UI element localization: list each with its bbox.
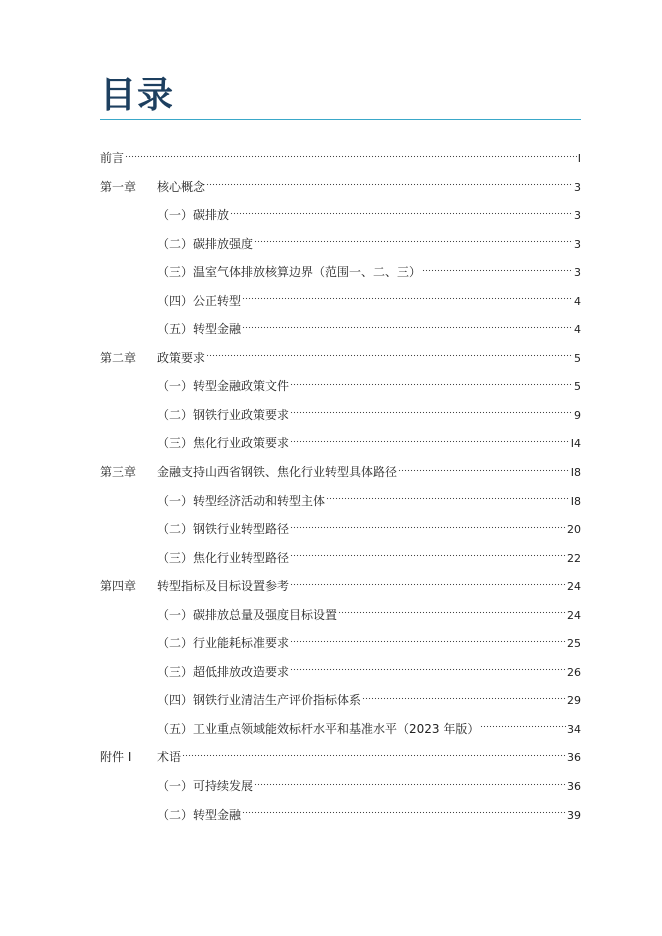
toc-entry-label: （二）钢铁行业转型路径: [157, 522, 290, 537]
toc-entry-label: （一）可持续发展: [157, 779, 254, 794]
toc-page-number: 20: [567, 523, 581, 537]
toc-entry[interactable]: [100, 376, 581, 405]
toc-page-number: 39: [567, 808, 581, 822]
toc-dot-leader: [290, 524, 566, 530]
toc-dot-leader: [290, 410, 573, 416]
toc-page-number: 3: [574, 237, 581, 251]
toc-dot-leader: [290, 638, 566, 644]
toc-entry-label: （三）焦化行业政策要求: [157, 436, 290, 451]
toc-page-number: 4: [574, 323, 581, 337]
toc-entry-label: （一）转型经济活动和转型主体: [157, 493, 326, 508]
toc-page-number: 22: [567, 551, 581, 565]
toc-entry[interactable]: [100, 519, 581, 548]
toc-page-number: 25: [567, 637, 581, 651]
toc-page-number: 3: [574, 209, 581, 223]
toc-entry[interactable]: [100, 433, 581, 462]
toc-entry-label: （一）转型金融政策文件: [157, 379, 290, 394]
toc-entry[interactable]: [100, 319, 581, 348]
toc-entry[interactable]: [100, 633, 581, 662]
toc-entry[interactable]: [100, 348, 581, 377]
toc-entry-label: 政策要求: [157, 350, 206, 365]
toc-entry[interactable]: [100, 234, 581, 263]
toc-dot-leader: [242, 296, 573, 302]
toc-entry[interactable]: [100, 148, 581, 177]
toc-page-number: I8: [570, 466, 581, 480]
toc-entry[interactable]: [100, 177, 581, 206]
toc-page-number: 29: [567, 694, 581, 708]
toc-page-number: 3: [574, 180, 581, 194]
toc-entry-label: （五）工业重点领域能效标杆水平和基准水平（2023 年版）: [157, 721, 480, 736]
toc-page-number: 34: [567, 722, 581, 736]
toc-entry[interactable]: [100, 548, 581, 577]
toc-entry-label: （一）碳排放: [157, 208, 230, 223]
toc-dot-leader: [338, 610, 566, 616]
toc-entry-label: （二）转型金融: [157, 807, 242, 822]
toc-dot-leader: [254, 781, 566, 787]
toc-chapter-number: 第三章: [100, 465, 137, 480]
toc-entry[interactable]: [100, 205, 581, 234]
toc-dot-leader: [182, 752, 566, 758]
toc-entry[interactable]: [100, 605, 581, 634]
toc-dot-leader: [290, 381, 573, 387]
toc-entry-label: （二）碳排放强度: [157, 236, 254, 251]
toc-entry[interactable]: [100, 491, 581, 520]
toc-dot-leader: [326, 496, 570, 502]
toc-entry-label: 金融支持山西省钢铁、焦化行业转型具体路径: [157, 465, 398, 480]
toc-entry-label: 核心概念: [157, 179, 206, 194]
toc-dot-leader: [362, 695, 566, 701]
toc-entry[interactable]: [100, 462, 581, 491]
toc-dot-leader: [480, 724, 566, 730]
toc-entry-label: 前言: [100, 151, 125, 165]
toc-chapter-number: 附件 I: [100, 750, 132, 765]
toc-dot-leader: [125, 153, 577, 159]
toc-page-number: 26: [567, 665, 581, 679]
toc-entry[interactable]: [100, 291, 581, 320]
toc-entry-label: （二）钢铁行业政策要求: [157, 407, 290, 422]
toc-page-number: 5: [574, 351, 581, 365]
toc-entry[interactable]: [100, 405, 581, 434]
toc-entry-label: （四）公正转型: [157, 293, 242, 308]
toc-entry[interactable]: [100, 662, 581, 691]
toc-dot-leader: [290, 438, 570, 444]
toc-page-number: 36: [567, 780, 581, 794]
title-divider: [100, 119, 581, 120]
toc-entry-label: 术语: [157, 750, 182, 765]
toc-page-number: 36: [567, 751, 581, 765]
toc-page-number: I8: [570, 494, 581, 508]
toc-entry[interactable]: [100, 262, 581, 291]
toc-entry-label: （一）碳排放总量及强度目标设置: [157, 607, 338, 622]
toc-page-number: 24: [567, 580, 581, 594]
toc-dot-leader: [230, 210, 573, 216]
toc-page-number: 9: [574, 408, 581, 422]
toc-dot-leader: [242, 324, 573, 330]
toc-entry[interactable]: [100, 805, 581, 834]
toc-entry-label: 转型指标及目标设置参考: [157, 579, 290, 594]
toc-chapter-number: 第二章: [100, 350, 137, 365]
toc-dot-leader: [422, 267, 573, 273]
toc-dot-leader: [254, 239, 573, 245]
toc-entry[interactable]: [100, 747, 581, 776]
toc-entry[interactable]: [100, 576, 581, 605]
toc-dot-leader: [290, 581, 566, 587]
toc-page-number: 24: [567, 608, 581, 622]
toc-dot-leader: [206, 182, 573, 188]
toc-page-number: I4: [570, 437, 581, 451]
page-title: 目录: [100, 75, 175, 116]
toc-page-number: 4: [574, 294, 581, 308]
toc-dot-leader: [290, 553, 566, 559]
toc-entry[interactable]: [100, 719, 581, 748]
toc-dot-leader: [206, 353, 573, 359]
toc-dot-leader: [290, 667, 566, 673]
toc-entry-label: （五）转型金融: [157, 322, 242, 337]
toc-page-number: 5: [574, 380, 581, 394]
toc-entry[interactable]: [100, 690, 581, 719]
toc-chapter-number: 第一章: [100, 179, 137, 194]
toc-dot-leader: [242, 810, 566, 816]
toc-entry[interactable]: [100, 776, 581, 805]
toc-entry-label: （三）焦化行业转型路径: [157, 550, 290, 565]
toc-chapter-number: 第四章: [100, 579, 137, 594]
table-of-contents: [100, 148, 581, 833]
toc-dot-leader: [398, 467, 570, 473]
toc-entry-label: （三）超低排放改造要求: [157, 664, 290, 679]
toc-page-number: 3: [574, 266, 581, 280]
toc-page-number: I: [577, 152, 581, 165]
toc-entry-label: （四）钢铁行业清洁生产评价指标体系: [157, 693, 362, 708]
toc-entry-label: （三）温室气体排放核算边界（范围一、二、三）: [157, 265, 422, 280]
toc-entry-label: （二）行业能耗标准要求: [157, 636, 290, 651]
